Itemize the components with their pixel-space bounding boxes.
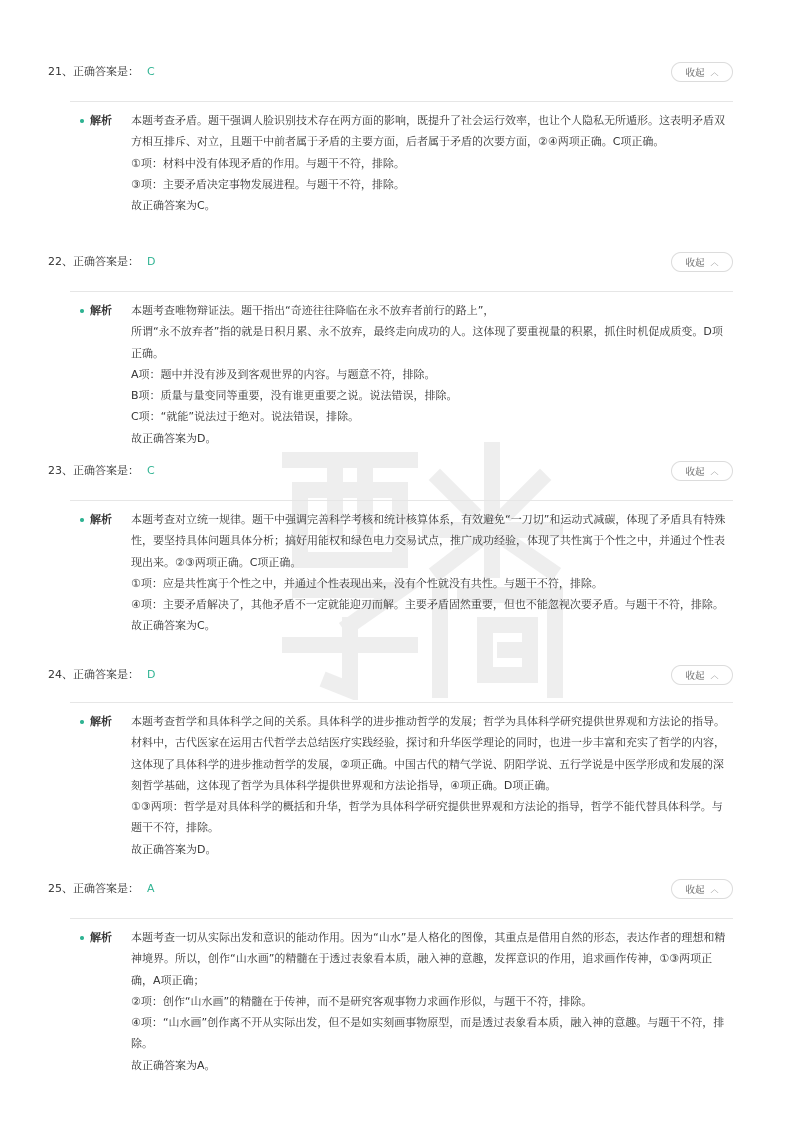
correct-answer: A [147, 882, 155, 895]
analysis-body [131, 300, 729, 449]
question-number-label: 23、正确答案是： [48, 464, 139, 477]
chevron-up-icon: ︿ [710, 257, 719, 267]
question-header [48, 881, 155, 897]
divider [70, 918, 733, 919]
correct-answer: D [147, 668, 156, 681]
analysis-paragraph: B项：质量与量变同等重要，没有谁更重要之说。说法错误，排除。 [131, 389, 458, 403]
analysis-paragraph: ④项：“山水画”创作离不开从实际出发，但不是如实刻画事物原型，而是透过表象看本质，融入神的意趣。与题干不符，排除。 [131, 1016, 725, 1051]
analysis-paragraph: 本题考查一切从实际出发和意识的能动作用。因为“山水”是人格化的图像，其重点是借用自然的形态，表达作者的理想和精神境界。所以，创作“山水画”的精髓在于透过表象看本质，融入神的意趣，发挥意识的作用，追求画作传神，①③两项正确，A项正确； [131, 931, 726, 987]
chevron-up-icon: ︿ [710, 884, 719, 894]
analysis-paragraph: 本题考查唯物辩证法。题干指出“奇迹往往降临在永不放弃者前行的路上”， [131, 304, 495, 317]
analysis-paragraph: ②项：创作“山水画”的精髓在于传神，而不是研究客观事物力求画作形似，与题干不符，排除。 [131, 994, 593, 1008]
collapse-label: 收起 [685, 885, 705, 896]
bullet-dot [80, 720, 84, 724]
analysis-paragraph: ①项：材料中没有体现矛盾的作用。与题干不符，排除。 [131, 156, 405, 170]
analysis-tag: 解析 [90, 513, 112, 526]
analysis-paragraph: 故正确答案为C。 [131, 199, 216, 213]
analysis-paragraph: A项：题中并没有涉及到客观世界的内容。与题意不符，排除。 [131, 367, 436, 381]
divider [70, 291, 733, 292]
collapse-button[interactable] [671, 461, 733, 481]
question-number-label: 22、正确答案是： [48, 255, 139, 268]
analysis-paragraph: 故正确答案为C。 [131, 619, 216, 633]
question-number-label: 24、正确答案是： [48, 668, 139, 681]
chevron-up-icon: ︿ [710, 67, 719, 77]
collapse-button[interactable] [671, 665, 733, 685]
collapse-label: 收起 [685, 467, 705, 478]
bullet-dot [80, 936, 84, 940]
analysis-paragraph: 所谓“永不放弃者”指的就是日积月累、永不放弃，最终走向成功的人。这体现了要重视量的积累，抓住时机促成质变。D项正确。 [131, 325, 723, 360]
analysis-paragraph: 本题考查矛盾。题干强调人脸识别技术存在两方面的影响，既提升了社会运行效率，也让个人隐私无所遁形。这表明矛盾双方相互排斥、对立，且题干中前者属于矛盾的主要方面，后者属于矛盾的次要方面，②④两项正确。C项正确。 [131, 114, 725, 149]
analysis-paragraph: 故正确答案为D。 [131, 431, 217, 445]
analysis-paragraph: ①③两项：哲学是对具体科学的概括和升华，哲学为具体科学研究提供世界观和方法论的指导，哲学不能代替具体科学。与题干不符，排除。 [131, 800, 723, 835]
analysis-body [131, 927, 729, 1076]
bullet-dot [80, 309, 84, 313]
analysis-paragraph: ③项：主要矛盾决定事物发展进程。与题干不符，排除。 [131, 177, 405, 191]
divider [70, 702, 733, 703]
collapse-button[interactable] [671, 252, 733, 272]
collapse-label: 收起 [685, 671, 705, 682]
correct-answer: D [147, 255, 156, 268]
bullet-dot [80, 119, 84, 123]
chevron-up-icon: ︿ [710, 466, 719, 476]
analysis-body [131, 711, 729, 860]
analysis-tag: 解析 [90, 715, 112, 728]
analysis-paragraph: ①项：应是共性寓于个性之中，并通过个性表现出来，没有个性就没有共性。与题干不符，排除。 [131, 576, 603, 590]
analysis-paragraph: 故正确答案为D。 [131, 842, 217, 856]
correct-answer: C [147, 65, 155, 78]
question-header [48, 254, 155, 270]
analysis-paragraph: 本题考查对立统一规律。题干中强调完善科学考核和统计核算体系，有效避免“一刀切”和运动式减碳，体现了矛盾具有特殊性，要坚持具体问题具体分析；搞好用能权和绿色电力交易试点，推广成功经验，体现了共性寓于个性之中，并通过个性表现出来。②③两项正确。C项正确。 [131, 513, 726, 569]
collapse-button[interactable] [671, 62, 733, 82]
analysis-tag: 解析 [90, 304, 112, 317]
question-number-label: 25、正确答案是： [48, 882, 139, 895]
collapse-button[interactable] [671, 879, 733, 899]
analysis-paragraph: 故正确答案为A。 [131, 1058, 216, 1072]
question-header [48, 463, 155, 479]
analysis-paragraph: C项：“就能”说法过于绝对。说法错误，排除。 [131, 410, 360, 424]
divider [70, 500, 733, 501]
collapse-label: 收起 [685, 258, 705, 269]
question-header [48, 667, 155, 683]
collapse-label: 收起 [685, 68, 705, 79]
analysis-paragraph: 本题考查哲学和具体科学之间的关系。具体科学的进步推动哲学的发展；哲学为具体科学研究提供世界观和方法论的指导。材料中，古代医家在运用古代哲学去总结医疗实践经验，探讨和升华医学理论的同时，也进一步丰富和充实了哲学的内容，这体现了具体科学的进步推动哲学的发展，②项正确。中国古代的精气学说、阴阳学说、五行学说是中医学形成和发展的深刻哲学基础，这体现了哲学为具体科学提供世界观和方法论指导，④项正确。D项正确。 [131, 715, 725, 792]
correct-answer: C [147, 464, 155, 477]
analysis-body [131, 110, 729, 216]
bullet-dot [80, 518, 84, 522]
question-header [48, 64, 155, 80]
divider [70, 101, 733, 102]
analysis-tag: 解析 [90, 931, 112, 944]
analysis-paragraph: ④项：主要矛盾解决了，其他矛盾不一定就能迎刃而解。主要矛盾固然重要，但也不能忽视次要矛盾。与题干不符，排除。 [131, 598, 724, 612]
analysis-tag: 解析 [90, 114, 112, 127]
chevron-up-icon: ︿ [710, 670, 719, 680]
analysis-body [131, 509, 729, 637]
question-number-label: 21、正确答案是： [48, 65, 139, 78]
